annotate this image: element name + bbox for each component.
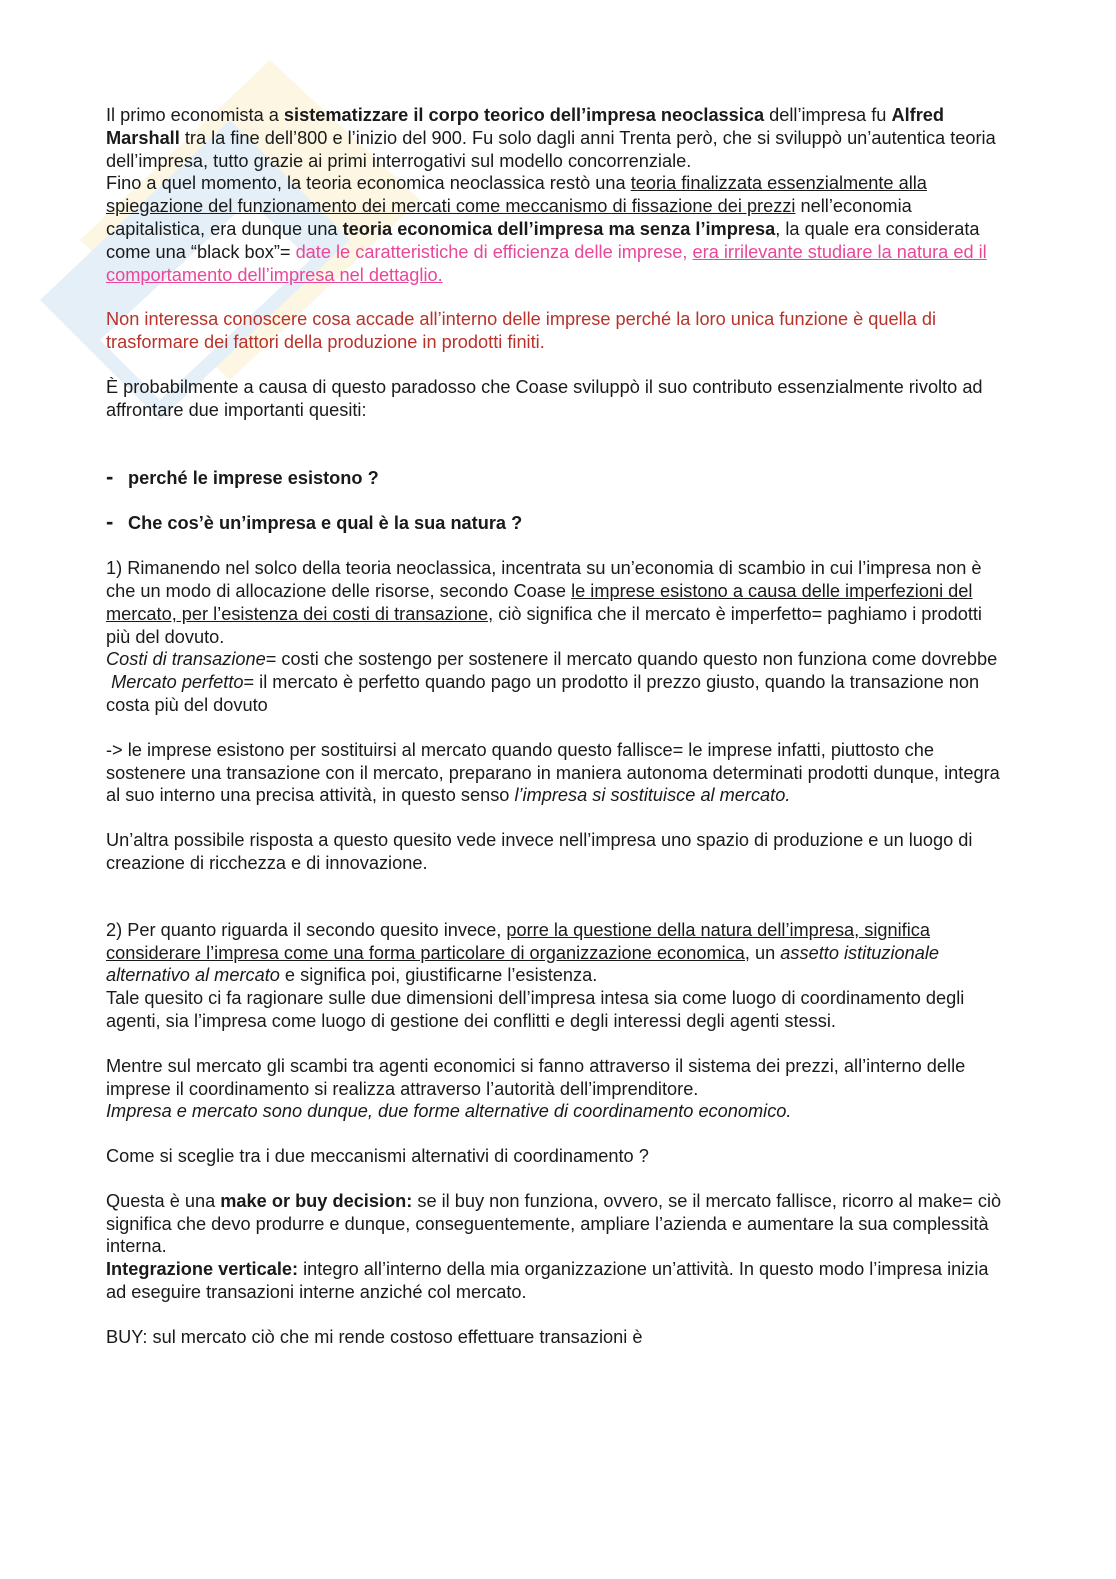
text: Fino a quel momento, la teoria economica neoclassica restò una: [106, 173, 631, 194]
paragraph-substitution: [106, 739, 1011, 807]
text: dell’impresa fu: [764, 105, 892, 125]
bullet-text: Che cos’è un’impresa e qual è la sua natura ?: [128, 513, 523, 534]
bold-term: make or buy decision:: [220, 1190, 413, 1211]
italic-term: Costi di transazione: [106, 649, 266, 670]
italic-term: Mercato perfetto: [111, 672, 244, 693]
bullet-question-1: [106, 463, 1011, 490]
paragraph-red-note: Non interessa conoscere cosa accade all’interno delle imprese perché la loro unica funzione è quella di trasformare dei fattori della produzione in prodotti finiti.: [106, 309, 937, 353]
paragraph-buy: BUY: sul mercato ciò che mi rende costoso effettuare transazioni è: [106, 1326, 643, 1347]
paragraph-alternative: Un’altra possibile risposta a questo quesito vede invece nell’impresa uno spazio di produzione e un luogo di creazione di ricchezza e di innovazione.: [106, 830, 973, 873]
bullet-dash: -: [106, 463, 114, 489]
paragraph-make-or-buy: [106, 1190, 1011, 1304]
bullet-text: perché le imprese esistono ?: [128, 467, 379, 488]
paragraph-intro: [106, 104, 1011, 286]
underlined-text: porre la questione della natura dell’impresa, significa considerare l’impresa come una forma particolare di organizzazione economica,: [106, 919, 930, 963]
text: = il mercato è perfetto quando pago un prodotto il prezzo giusto, quando la transazione non costa più del dovuto: [106, 672, 980, 715]
text: Il primo economista a: [106, 105, 284, 125]
paragraph-answer-2: [106, 919, 1011, 1033]
text: e significa poi, giustificarne l’esistenza.: [279, 965, 598, 986]
text: Questa è una: [106, 1190, 221, 1211]
bold-text: Alfred Marshall: [106, 105, 944, 148]
text: Tale quesito ci fa ragionare sulle due dimensioni dell’impresa intesa sia come luogo di coordinamento degli agenti, sia l’impresa come luogo di gestione dei conflitti e degli interessi degli agenti stessi.: [106, 988, 965, 1031]
text: = costi che sostengo per sostenere il mercato quando questo non funziona come dovrebbe: [265, 649, 998, 670]
text: integro all’interno della mia organizzazione un’attività. In questo modo l’impresa inizia ad eseguire transazioni interne anziché col mercato.: [106, 1259, 989, 1303]
text: un: [749, 942, 781, 963]
text: ciò significa che il mercato è imperfetto= paghiamo i prodotti più del dovuto.: [106, 603, 982, 647]
bold-term: Integrazione verticale:: [106, 1259, 299, 1280]
bold-text: teoria economica dell’impresa ma senza l’impresa: [342, 218, 776, 239]
bullet-question-2: [106, 511, 1011, 535]
text: 2) Per quanto riguarda il secondo quesito invece,: [106, 919, 507, 940]
text: tra la fine dell’800 e l’inizio del 900. Fu solo dagli anni Trenta però, che si sviluppò un’autentica teoria dell’impresa, tutto grazie ai primi interrogativi sul modello concorrenziale.: [106, 127, 996, 171]
paragraph-question: Come si sceglie tra i due meccanismi alternativi di coordinamento ?: [106, 1146, 649, 1167]
paragraph-answer-1: [106, 557, 1011, 717]
text: -> le imprese esistono per sostituirsi al mercato quando questo fallisce= le imprese infatti, piuttosto che sostenere una transazione con il mercato, preparano in maniera autonoma determinati prodotti dunque, integra al suo interno una precisa attività, in questo senso: [106, 739, 1000, 806]
italic-text: Impresa e mercato sono dunque, due forme alternative di coordinamento economico.: [106, 1101, 792, 1122]
text: Mentre sul mercato gli scambi tra agenti economici si fanno attraverso il sistema dei prezzi, all’interno delle imprese il coordinamento si realizza attraverso l’autorità dell’imprenditore.: [106, 1055, 966, 1099]
highlight-text: date le caratteristiche di efficienza delle imprese,: [295, 241, 693, 262]
text: 1) Rimanendo nel solco della teoria neoclassica, incentrata su un’economia di scambio in cui l’impresa non è che un modo di allocazione delle risorse, secondo Coase: [106, 558, 982, 601]
highlight-underlined-text: era irrilevante studiare la natura ed il comportamento dell’impresa nel dettaglio.: [106, 241, 987, 285]
text: , la quale era considerata come una “black box”=: [106, 218, 980, 262]
underlined-text: teoria finalizzata essenzialmente alla spiegazione del funzionamento dei mercati come meccanismo di fissazione dei prezzi: [106, 173, 927, 217]
text: nell’economia capitalistica, era dunque una: [106, 196, 912, 239]
bullet-dash: -: [106, 509, 114, 535]
bold-text: il corpo teorico dell’impresa neoclassica: [408, 105, 765, 125]
paragraph-coordination: [106, 1055, 1011, 1123]
italic-text: l’impresa si sostituisce al mercato.: [514, 785, 791, 806]
text: se il buy non funziona, ovvero, se il mercato fallisce, ricorro al make= ciò significa che devo produrre e dunque, conseguentemente, ampliare l’azienda e aumentare la sua complessità interna.: [106, 1190, 1002, 1257]
paragraph-coase: È probabilmente a causa di questo paradosso che Coase sviluppò il suo contributo essenzialmente rivolto ad affrontare due importanti quesiti:: [106, 376, 983, 420]
underlined-text: le imprese esistono a causa delle imperfezioni del mercato, per l’esistenza dei costi di transazione,: [106, 580, 973, 624]
italic-text: assetto istituzionale alternativo al mercato: [106, 942, 940, 986]
bold-text: sistematizzare: [283, 105, 409, 125]
document-page: [106, 104, 1011, 1349]
